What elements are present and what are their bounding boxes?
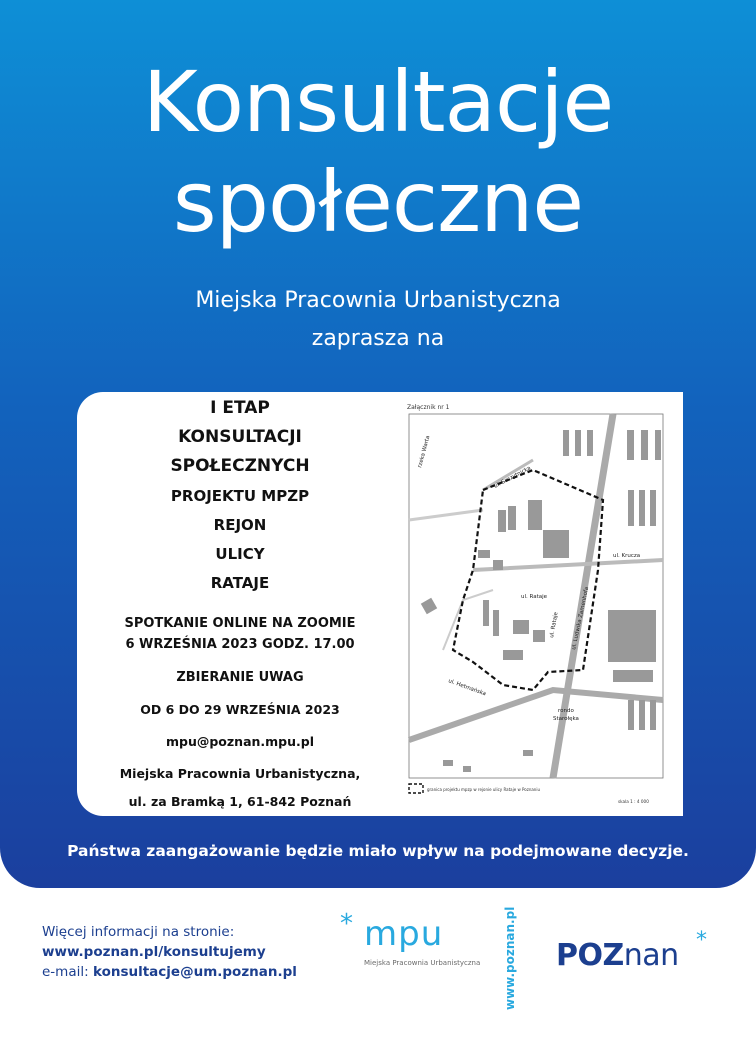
comments-period: OD 6 DO 29 WRZEŚNIA 2023	[140, 702, 340, 717]
poznan-logo-text: POZnan	[556, 938, 679, 973]
area-name: RATAJE	[210, 574, 270, 592]
street-label: ULICY	[215, 545, 265, 563]
legend-text: granica projektu mpzp w rejonie ulicy Rataje w Poznaniu	[427, 787, 540, 792]
consultation-label: KONSULTACJI	[178, 427, 302, 447]
mpu-logo-subtitle: Miejska Pracownia Urbanistyczna	[364, 959, 481, 967]
mpu-star-icon: *	[340, 909, 353, 939]
comments-label: ZBIERANIE UWAG	[176, 670, 304, 685]
event-info	[77, 392, 403, 816]
label-szczytnicka: ul. Szczytnicka	[493, 465, 532, 490]
poznan-star-icon: *	[696, 928, 707, 953]
contact-email[interactable]: mpu@poznan.mpu.pl	[165, 734, 315, 749]
label-zamenhofa: ul. Ludwika Zamenhofa	[571, 586, 591, 651]
info-panel	[77, 392, 683, 816]
more-info-label: Więcej informacji na stronie:	[42, 924, 235, 940]
social-label: SPOŁECZNYCH	[170, 456, 310, 476]
label-krucza: ul. Krucza	[613, 553, 641, 559]
office-address: ul. za Bramką 1, 61-842 Poznań	[128, 794, 352, 809]
email-link[interactable]: konsultacje@um.poznan.pl	[92, 964, 297, 980]
label-rataje-h: ul. Rataje	[521, 594, 548, 600]
meeting-label: SPOTKANIE ONLINE NA ZOOMIE	[124, 616, 356, 631]
stage-label: I ETAP	[210, 398, 270, 418]
label-hetmanska: ul. Hetmańska	[447, 678, 487, 698]
page-title-line1: Konsultacje	[142, 53, 614, 151]
mpu-logo	[340, 909, 481, 975]
website-link[interactable]: www.poznan.pl/konsultujemy	[42, 944, 266, 960]
poznan-logo	[556, 928, 716, 978]
label-staroleka: Starołęka	[553, 716, 579, 722]
legend-boundary-symbol	[409, 784, 423, 793]
invitation-text: zaprasza na	[311, 326, 445, 351]
label-rondo: rondo	[558, 708, 574, 714]
organizer-name: Miejska Pracownia Urbanistyczna	[195, 288, 561, 313]
label-rataje-v: ul. Rataje	[549, 611, 560, 639]
mpu-logo-text: mpu	[364, 914, 444, 954]
map-scale: skala 1 : 4 000	[618, 799, 649, 804]
project-label: PROJEKTU MPZP	[170, 487, 310, 505]
email-line: e-mail: konsultacje@um.poznan.pl	[42, 964, 297, 980]
more-info	[42, 922, 297, 982]
map-drawing	[403, 400, 669, 812]
label-river: rzeka Warta	[417, 435, 432, 469]
map-attachment-label: Załącznik nr 1	[407, 404, 450, 411]
meeting-date: 6 WRZEŚNIA 2023 GODZ. 17.00	[125, 637, 355, 652]
office-name: Miejska Pracownia Urbanistyczna,	[119, 766, 361, 781]
region-label: REJON	[213, 516, 267, 534]
participation-note: Państwa zaangażowanie będzie miało wpływ na podejmowane decyzje.	[67, 842, 689, 860]
plan-map	[403, 400, 669, 812]
page-title-line2: społeczne	[172, 153, 584, 251]
vertical-url: www.poznan.pl	[503, 906, 517, 1010]
